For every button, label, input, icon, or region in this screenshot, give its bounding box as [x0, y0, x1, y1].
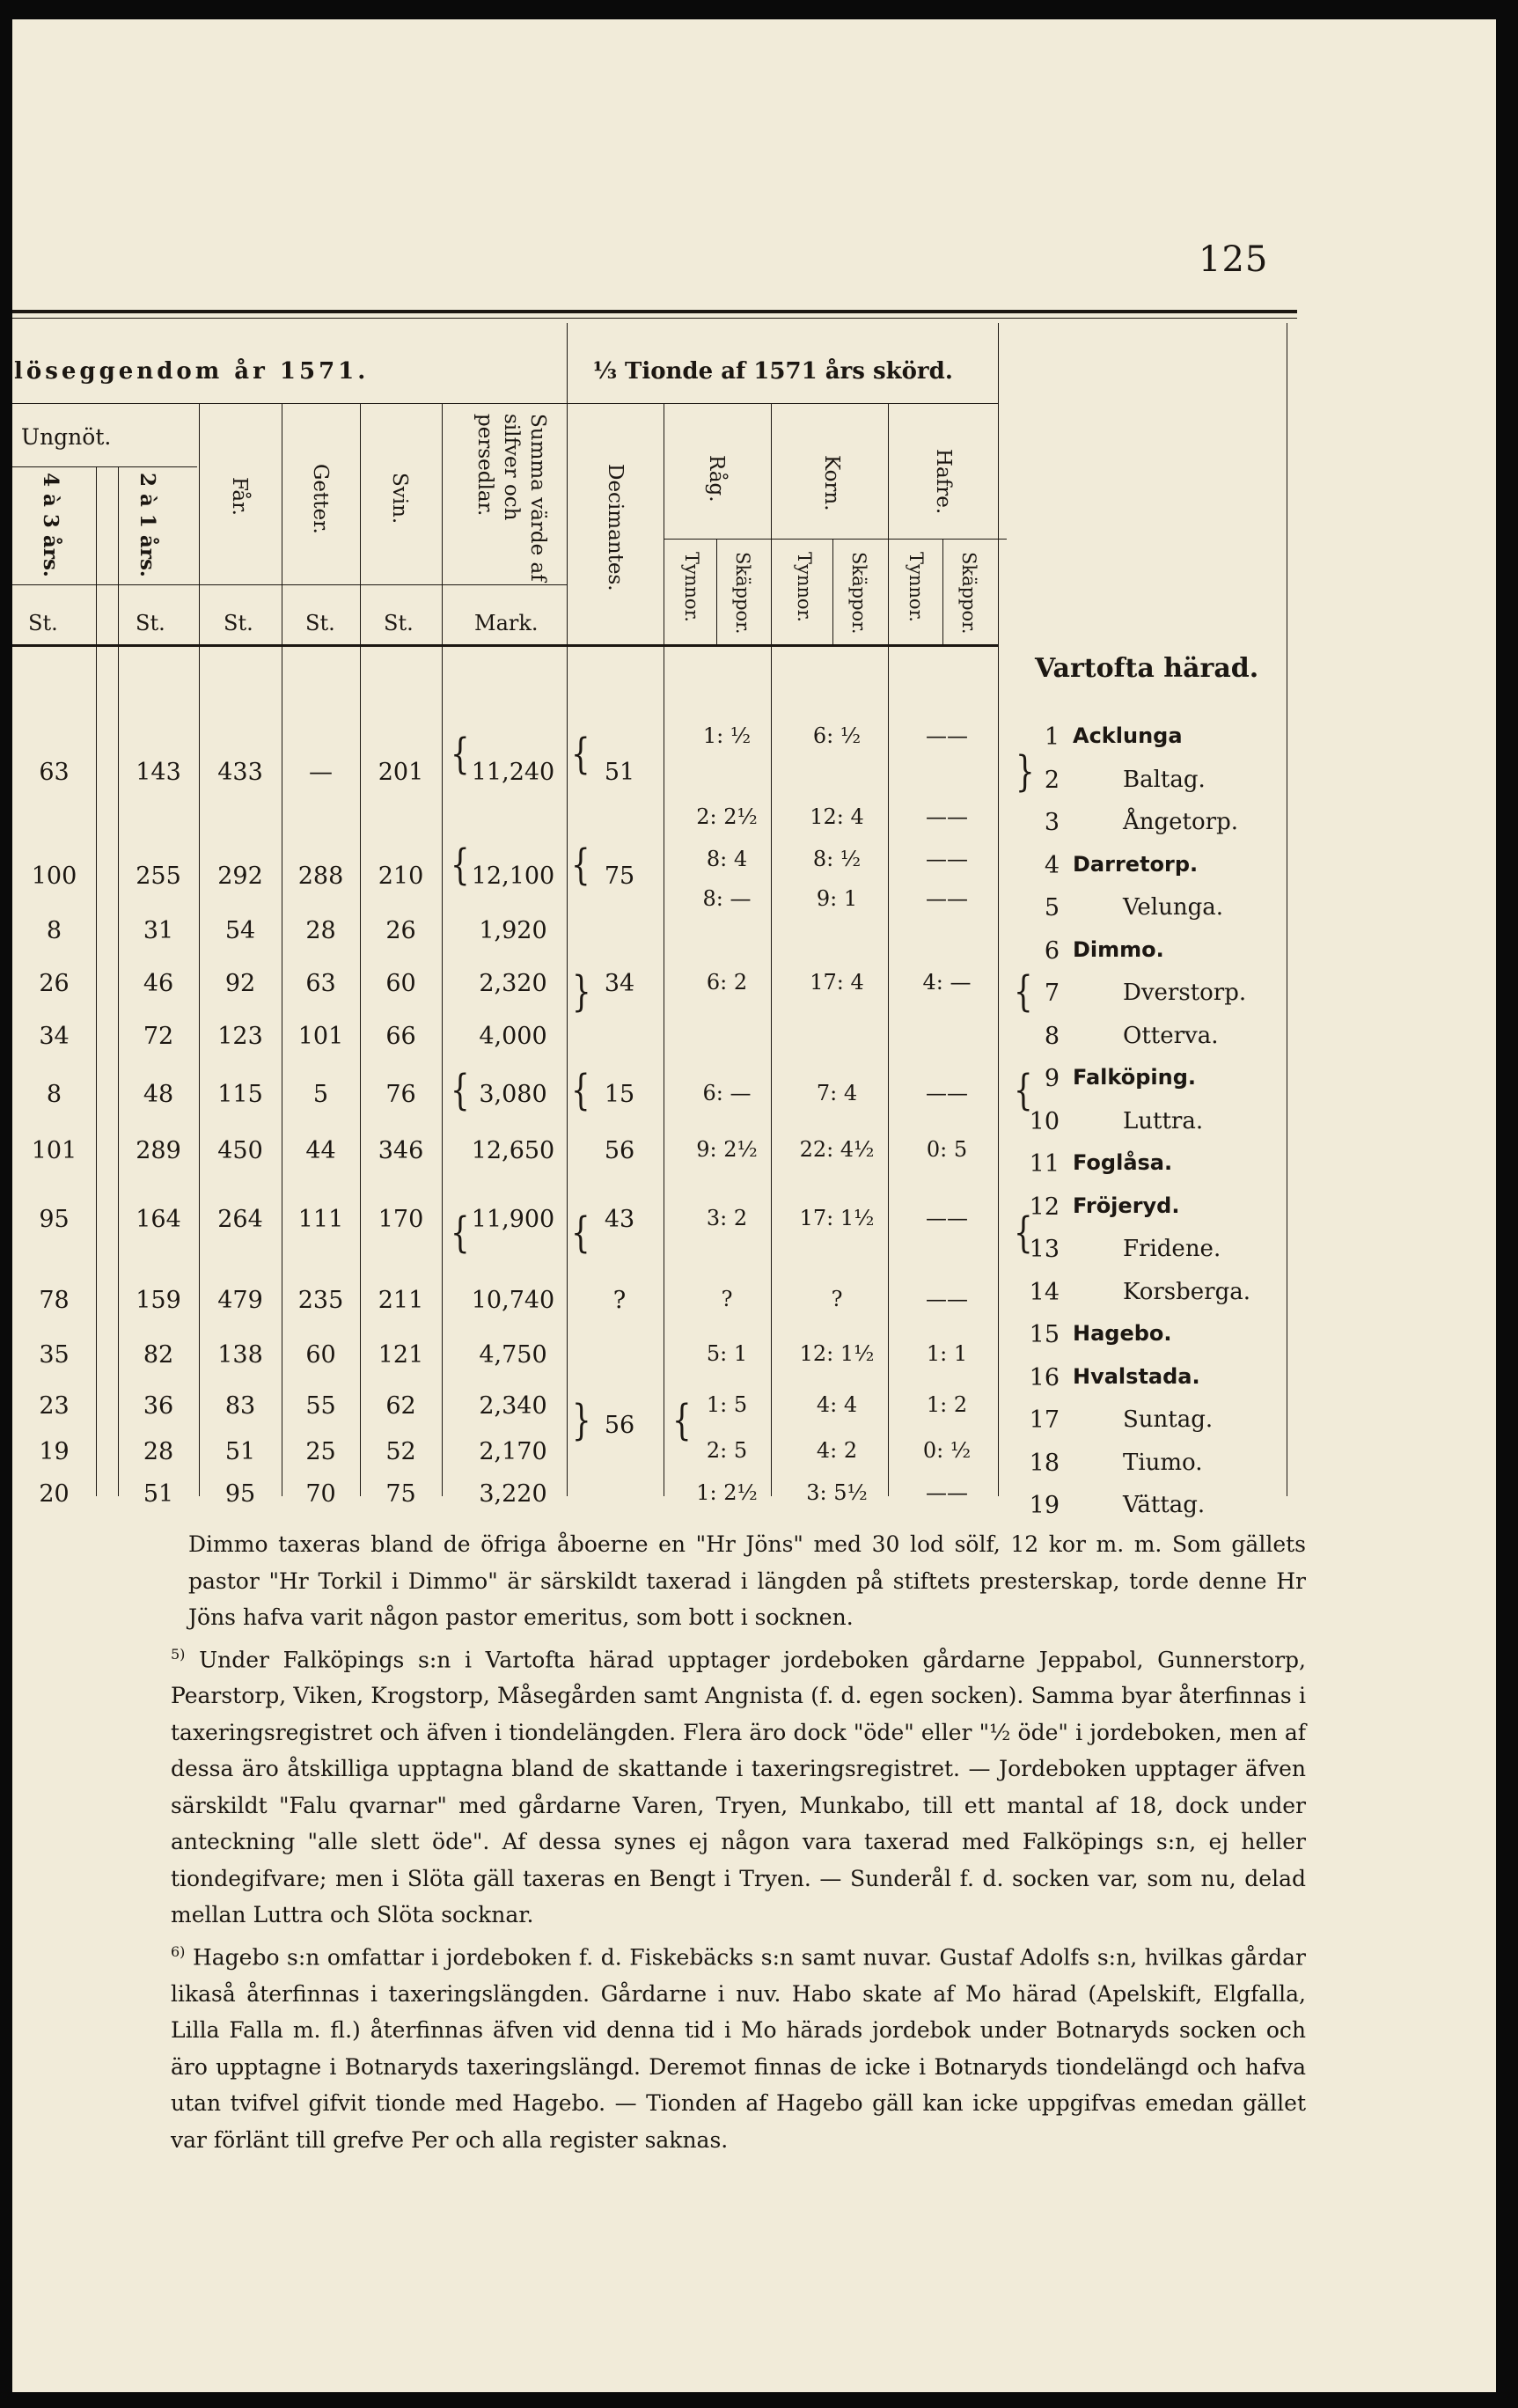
cell-getter: 44 — [305, 1137, 336, 1164]
cell-summa: 11,240 — [471, 759, 555, 786]
header-right-title: ⅓ Tionde af 1571 års skörd. — [593, 358, 953, 385]
cell-summa: 3,220 — [479, 1480, 547, 1508]
parish-name: Ångetorp. — [1123, 809, 1238, 835]
page-number: 125 — [1199, 239, 1269, 280]
cell-far: 54 — [224, 917, 256, 944]
cell-rag: ? — [721, 1287, 733, 1311]
parish-name: Korsberga. — [1123, 1278, 1251, 1305]
cell-rag: 3: 2 — [706, 1206, 748, 1230]
parish-name: Darretorp. — [1073, 851, 1199, 877]
cell-u2: 164 — [136, 1206, 181, 1233]
cell-u2: 143 — [136, 759, 181, 786]
parish-number: 18 — [1029, 1449, 1060, 1477]
cell-u4: 35 — [39, 1341, 70, 1369]
parish-number: 14 — [1029, 1278, 1060, 1306]
cell-u4: 100 — [31, 863, 77, 890]
cell-korn: 4: 4 — [816, 1392, 858, 1417]
cell-korn: 7: 4 — [816, 1081, 858, 1105]
unit-st-1: St. — [28, 611, 58, 635]
cell-far: 479 — [217, 1287, 263, 1314]
footnote-6 — [171, 1934, 1306, 2158]
cell-u4: 101 — [31, 1137, 77, 1164]
cell-korn: 4: 2 — [816, 1438, 858, 1463]
col-rag-skappor: Skäppor. — [732, 552, 753, 635]
cell-getter: 28 — [305, 917, 336, 944]
header-bottom-rule — [12, 644, 998, 647]
cell-hafre: —— — [926, 804, 968, 829]
unit-st-2: St. — [136, 611, 165, 635]
parish-number: 3 — [1044, 809, 1060, 836]
parish-name: Baltag. — [1123, 766, 1206, 793]
cell-u4: 63 — [39, 759, 70, 786]
cell-far: 51 — [224, 1438, 256, 1465]
cell-far: 92 — [224, 970, 256, 997]
cell-rag: 1: 5 — [706, 1392, 748, 1417]
vline-e — [360, 403, 361, 1496]
cell-rag: 6: 2 — [706, 970, 748, 995]
cell-getter: 101 — [297, 1023, 344, 1050]
col-korn-tunnor: Tynnor. — [794, 552, 815, 622]
cell-hafre: —— — [926, 1081, 968, 1105]
col-svin: Svin. — [388, 473, 411, 525]
cell-decimantes: 75 — [604, 863, 635, 890]
cell-svin: 26 — [385, 917, 416, 944]
header-rule-1 — [12, 403, 998, 404]
cell-svin: 346 — [378, 1137, 424, 1164]
cell-svin: 52 — [385, 1438, 416, 1465]
parish-name: Dimmo. — [1073, 936, 1164, 962]
parish-name: Vättag. — [1123, 1492, 1206, 1518]
cell-hafre: 4: — — [922, 970, 972, 995]
brace: { — [1014, 1066, 1033, 1115]
parish-number: 15 — [1029, 1321, 1060, 1348]
cell-u2: 36 — [143, 1392, 174, 1420]
col-age-2-1: 2 à 1 års. — [136, 473, 159, 577]
vline-i — [771, 403, 772, 1496]
cell-getter: 5 — [312, 1081, 329, 1108]
footnotes — [171, 1526, 1306, 2158]
cell-korn: 6: ½ — [812, 723, 862, 748]
cell-rag: 2: 5 — [706, 1438, 748, 1463]
cell-u4: 23 — [39, 1392, 70, 1420]
region-heading: Vartofta härad. — [1035, 653, 1259, 684]
vline-korn-split — [832, 539, 833, 644]
cell-korn: 22: 4½ — [799, 1137, 875, 1162]
cell-rag: 5: 1 — [706, 1341, 748, 1366]
parish-name: Fröjeryd. — [1073, 1193, 1180, 1218]
parish-number: 9 — [1044, 1065, 1060, 1092]
parish-number: 2 — [1044, 766, 1060, 794]
brace: { — [1014, 967, 1033, 1017]
cell-u2: 289 — [136, 1137, 181, 1164]
parish-number: 6 — [1044, 936, 1060, 965]
cell-rag: 8: — — [702, 886, 752, 911]
cell-korn: 17: 4 — [810, 970, 864, 995]
cell-getter: 70 — [305, 1480, 336, 1508]
cell-summa: 1,920 — [479, 917, 547, 944]
cell-rag: 2: 2½ — [696, 804, 758, 829]
footnote-5-mark: 5) — [171, 1645, 186, 1663]
cell-hafre: —— — [926, 1287, 968, 1311]
cell-svin: 75 — [385, 1480, 416, 1508]
top-rule-thin — [12, 318, 1297, 319]
cell-u2: 46 — [143, 970, 174, 997]
cell-getter: 111 — [297, 1206, 344, 1233]
cell-u4: 19 — [39, 1438, 70, 1465]
cell-svin: 121 — [378, 1341, 424, 1369]
cell-rag: 6: — — [702, 1081, 752, 1105]
parish-name: Fridene. — [1123, 1236, 1221, 1262]
cell-u4: 26 — [39, 970, 70, 997]
parish-name: Foglåsa. — [1073, 1150, 1173, 1175]
book-page — [12, 19, 1496, 2392]
brace: { — [571, 1066, 590, 1115]
cell-decimantes: 43 — [604, 1206, 635, 1233]
cell-rag: 1: 2½ — [696, 1480, 758, 1505]
cell-u2: 255 — [136, 863, 181, 890]
vline-c — [199, 403, 200, 1496]
parish-name: Luttra. — [1123, 1107, 1204, 1134]
cell-getter: 55 — [305, 1392, 336, 1420]
cell-getter: 63 — [305, 970, 336, 997]
parish-number: 17 — [1029, 1406, 1060, 1434]
cell-u2: 72 — [143, 1023, 174, 1050]
header-rule-3 — [664, 539, 1007, 540]
cell-korn: ? — [831, 1287, 843, 1311]
col-rag-tunnor: Tynnor. — [681, 552, 702, 622]
parish-number: 12 — [1029, 1193, 1060, 1221]
cell-decimantes: 56 — [604, 1412, 635, 1439]
vline-g — [567, 323, 568, 1496]
cell-far: 95 — [224, 1480, 256, 1508]
footnote-5 — [171, 1636, 1306, 1934]
parish-name: Dverstorp. — [1123, 980, 1247, 1006]
cell-u2: 82 — [143, 1341, 174, 1369]
cell-summa: 3,080 — [479, 1081, 547, 1108]
cell-svin: 211 — [378, 1287, 424, 1314]
parish-name: Hvalstada. — [1073, 1363, 1200, 1389]
unit-mark: Mark. — [474, 611, 539, 635]
cell-u2: 48 — [143, 1081, 174, 1108]
cell-svin: 66 — [385, 1023, 416, 1050]
cell-far: 138 — [217, 1341, 263, 1369]
cell-hafre: —— — [926, 847, 968, 871]
col-getter: Getter. — [309, 464, 332, 534]
vline-a — [96, 466, 97, 1496]
brace: { — [1014, 1208, 1033, 1258]
cell-u2: 31 — [143, 917, 174, 944]
cell-summa: 2,340 — [479, 1392, 547, 1420]
parish-number: 5 — [1044, 894, 1060, 921]
col-hafre-skappor: Skäppor. — [958, 552, 979, 635]
cell-u4: 8 — [46, 917, 62, 944]
cell-far: 123 — [217, 1023, 263, 1050]
brace: { — [451, 1066, 470, 1115]
cell-svin: 76 — [385, 1081, 416, 1108]
cell-hafre: 0: ½ — [922, 1438, 972, 1463]
col-korn: Korn. — [820, 455, 843, 511]
parish-name: Hagebo. — [1073, 1321, 1172, 1346]
cell-svin: 170 — [378, 1206, 424, 1233]
cell-hafre: 0: 5 — [926, 1137, 968, 1162]
cell-korn: 8: ½ — [812, 847, 862, 871]
parish-number: 13 — [1029, 1236, 1060, 1263]
cell-u4: 34 — [39, 1023, 70, 1050]
vline-f — [442, 403, 443, 1496]
cell-svin: 201 — [378, 759, 424, 786]
footnote-6-text: Hagebo s:n omfattar i jordeboken f. d. Fiskebäcks s:n samt nuvar. Gustaf Adolfs s:n, hvilkas gårdar likaså återfinnas i taxeringslängden. Gårdarne i nuv. Habo skate af Mo härad (Apelskift, Elgfalla, Lilla Falla m. fl.) återfinnas äfven vid denna tid i Mo härads jordebok under Botnaryds socken och äro upptagne i Botnaryds taxeringslängd. Deremot finnas de icke i Botnaryds tiondelängd och hafva utan tvifvel gifvit tionde med Hagebo. — Tionden af Hagebo gäll kan icke uppgifvas emedan gället var förlänt till grefve Per och alla register saknas. — [171, 1944, 1306, 2153]
cell-rag: 1: ½ — [702, 723, 752, 748]
parish-name: Otterva. — [1123, 1022, 1219, 1049]
parish-number: 1 — [1044, 723, 1060, 751]
brace: { — [571, 841, 590, 890]
brace: { — [451, 841, 470, 890]
vline-j — [888, 403, 889, 1496]
cell-summa: 4,750 — [479, 1341, 547, 1369]
cell-u4: 8 — [46, 1081, 62, 1108]
cell-far: 264 — [217, 1206, 263, 1233]
cell-getter: 25 — [305, 1438, 336, 1465]
cell-getter: 60 — [305, 1341, 336, 1369]
cell-summa: 11,900 — [471, 1206, 555, 1233]
parish-name: Falköping. — [1073, 1065, 1197, 1090]
cell-getter: 288 — [297, 863, 344, 890]
cell-korn: 12: 4 — [810, 804, 864, 829]
cell-decimantes: 51 — [604, 759, 635, 786]
brace: { — [571, 1208, 590, 1258]
col-summa-text: Summa värde af silfver och persedlar. — [473, 414, 549, 582]
parish-number: 19 — [1029, 1492, 1060, 1519]
cell-hafre: 1: 1 — [926, 1341, 968, 1366]
cell-korn: 12: 1½ — [799, 1341, 875, 1366]
parish-number: 8 — [1044, 1022, 1060, 1050]
header-left-title: löseggendom år 1571. — [14, 358, 370, 385]
brace-close: } — [1016, 747, 1035, 797]
cell-korn: 3: 5½ — [806, 1480, 868, 1505]
col-hafre-tunnor: Tynnor. — [906, 552, 927, 622]
cell-hafre: 1: 2 — [926, 1392, 968, 1417]
vline-rag-split — [716, 539, 717, 644]
unit-st-5: St. — [384, 611, 414, 635]
cell-rag: 8: 4 — [706, 847, 748, 871]
cell-hafre: —— — [926, 886, 968, 911]
unit-st-3: St. — [224, 611, 253, 635]
col-summa — [463, 414, 551, 590]
cell-far: 292 — [217, 863, 263, 890]
cell-hafre: —— — [926, 723, 968, 748]
brace: { — [451, 730, 470, 779]
brace: { — [451, 1208, 470, 1258]
cell-summa: 12,100 — [471, 863, 555, 890]
brace: { — [571, 730, 590, 779]
cell-u4: 95 — [39, 1206, 70, 1233]
col-korn-skappor: Skäppor. — [848, 552, 869, 635]
col-decimantes: Decimantes. — [604, 464, 627, 591]
cell-summa: 10,740 — [471, 1287, 555, 1314]
cell-getter: — — [309, 759, 333, 786]
top-rule — [12, 310, 1297, 313]
footnote-5-text: Under Falköpings s:n i Vartofta härad upptager jordeboken gårdarne Jeppabol, Gunnerstorp, Pearstorp, Viken, Krogstorp, Måsegården samt Angnista (f. d. egen socken). Samma byar återfinnas i taxeringsregistret och äfven i tiondelängden. Flera äro dock "öde" eller "½ öde" i jordeboken, men af dessa äro åtskilliga upptagna bland de skattande i taxeringsregistret. — Jordeboken upptager äfven särskildt "Falu qvarnar" med gårdarne Varen, Tryen, Munkabo, till ett mantal af 18, dock under anteckning "alle slett öde". Af dessa synes ej någon vara taxerad med Falköpings s:n, ej heller tiondegifvare; men i Slöta gäll taxeras en Bengt i Tryen. — Sunderål f. d. socken var, som nu, delad mellan Luttra och Slöta socknar. — [171, 1646, 1306, 1928]
cell-getter: 235 — [297, 1287, 344, 1314]
col-hafre: Hafre. — [932, 449, 955, 515]
parish-number: 11 — [1029, 1150, 1060, 1178]
col-rag: Råg. — [705, 455, 728, 503]
cell-svin: 62 — [385, 1392, 416, 1420]
cell-summa: 2,320 — [479, 970, 547, 997]
parish-number: 4 — [1044, 851, 1060, 879]
col-age-4-3: 4 à 3 års. — [39, 473, 62, 577]
brace: { — [672, 1396, 692, 1445]
cell-svin: 60 — [385, 970, 416, 997]
cell-far: 450 — [217, 1137, 263, 1164]
cell-u4: 20 — [39, 1480, 70, 1508]
cell-hafre: —— — [926, 1206, 968, 1230]
cell-decimantes: 56 — [604, 1137, 635, 1164]
brace-close: } — [572, 967, 591, 1017]
parish-name: Suntag. — [1123, 1406, 1214, 1433]
cell-svin: 210 — [378, 863, 424, 890]
cell-far: 115 — [217, 1081, 263, 1108]
cell-summa: 2,170 — [479, 1438, 547, 1465]
cell-u2: 159 — [136, 1287, 181, 1314]
cell-decimantes: 15 — [604, 1081, 635, 1108]
cell-korn: 9: 1 — [816, 886, 858, 911]
vline-hafre-split — [942, 539, 943, 644]
cell-hafre: —— — [926, 1480, 968, 1505]
parish-name: Velunga. — [1123, 894, 1223, 921]
footnote-6-mark: 6) — [171, 1942, 186, 1960]
parish-name: Tiumo. — [1123, 1449, 1203, 1476]
cell-summa: 12,650 — [471, 1137, 555, 1164]
cell-summa: 4,000 — [479, 1023, 547, 1050]
cell-u4: 78 — [39, 1287, 70, 1314]
cell-u2: 28 — [143, 1438, 174, 1465]
brace-close: } — [572, 1396, 591, 1445]
parish-name: Acklunga — [1073, 723, 1183, 748]
col-far: Får. — [228, 477, 251, 516]
cell-rag: 9: 2½ — [696, 1137, 758, 1162]
cell-far: 433 — [217, 759, 263, 786]
parish-number: 16 — [1029, 1363, 1060, 1391]
unit-st-4: St. — [305, 611, 335, 635]
cell-decimantes: ? — [612, 1287, 627, 1314]
cell-korn: 17: 1½ — [799, 1206, 875, 1230]
col-ungnot: Ungnöt. — [21, 424, 112, 450]
parish-number: 7 — [1044, 980, 1060, 1007]
cell-u2: 51 — [143, 1480, 174, 1508]
parish-number: 10 — [1029, 1107, 1060, 1135]
header-rule-2 — [12, 466, 197, 467]
cell-far: 83 — [224, 1392, 256, 1420]
cell-decimantes: 34 — [604, 970, 635, 997]
footnote-dimmo: Dimmo taxeras bland de öfriga åboerne en "Hr Jöns" med 30 lod sölf, 12 kor m. m. Som gällets pastor "Hr Torkil i Dimmo" är särskildt taxerad i längden på stiftets presterskap, torde denne Hr Jöns hafva varit någon pastor emeritus, som bott i socknen. — [188, 1531, 1306, 1630]
